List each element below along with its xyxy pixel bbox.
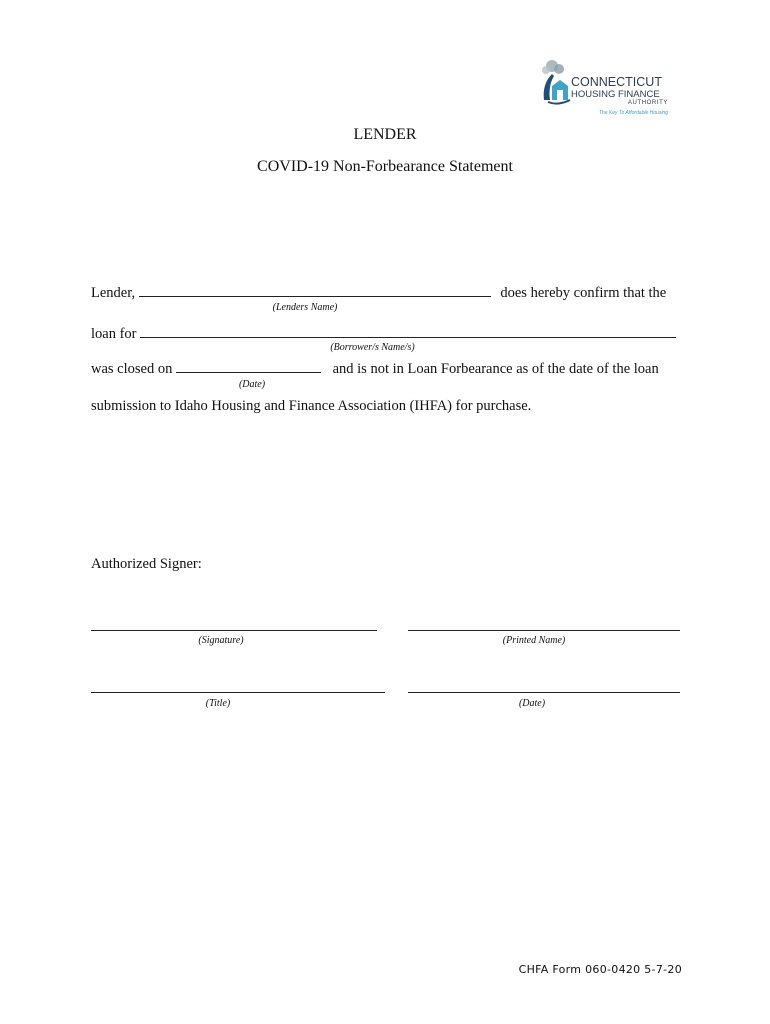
lenders-name-caption: (Lenders Name) [272,302,338,313]
statement-line-3 [91,360,659,378]
borrowers-name-caption: (Borrower/s Name/s) [330,342,415,353]
document-subtitle: COVID-19 Non-Forbearance Statement [257,158,513,175]
borrowers-name-field[interactable] [140,325,676,338]
logo-tagline: The Key To Affordable Housing [598,110,668,116]
closed-on-label: was closed on [91,361,173,377]
signer-date-caption: (Date) [518,698,546,709]
confirm-text: does hereby confirm that the [500,285,667,301]
form-id: CHFA Form 060-0420 5-7-20 [518,963,682,976]
statement-line-2 [91,325,676,343]
logo-line1: CONNECTICUT [571,75,662,89]
logo-line3: AUTHORITY [627,100,668,106]
lender-label: Lender, [91,285,136,301]
chfa-logo [538,56,678,118]
loan-for-label: loan for [91,326,137,342]
chfa-logo-graphic [538,56,678,118]
document-title: LENDER [353,126,417,143]
signature-caption: (Signature) [198,635,244,646]
statement-line-1 [91,284,666,302]
authorized-signer-label: Authorized Signer: [91,556,202,572]
signer-date-field[interactable] [408,692,680,693]
logo-line2: HOUSING FINANCE [571,89,660,100]
printed-name-caption: (Printed Name) [502,635,566,646]
closing-date-field[interactable] [176,360,321,373]
statement-line-4: submission to Idaho Housing and Finance Association (IHFA) for purchase. [91,398,532,414]
title-caption: (Title) [205,698,231,709]
tree-house-icon [542,60,570,104]
printed-name-field[interactable] [408,630,680,631]
lenders-name-field[interactable] [139,284,491,297]
closing-date-caption: (Date) [238,379,266,390]
title-field[interactable] [91,692,385,693]
forbearance-text: and is not in Loan Forbearance as of the date of the loan [332,361,659,377]
signature-field[interactable] [91,630,377,631]
